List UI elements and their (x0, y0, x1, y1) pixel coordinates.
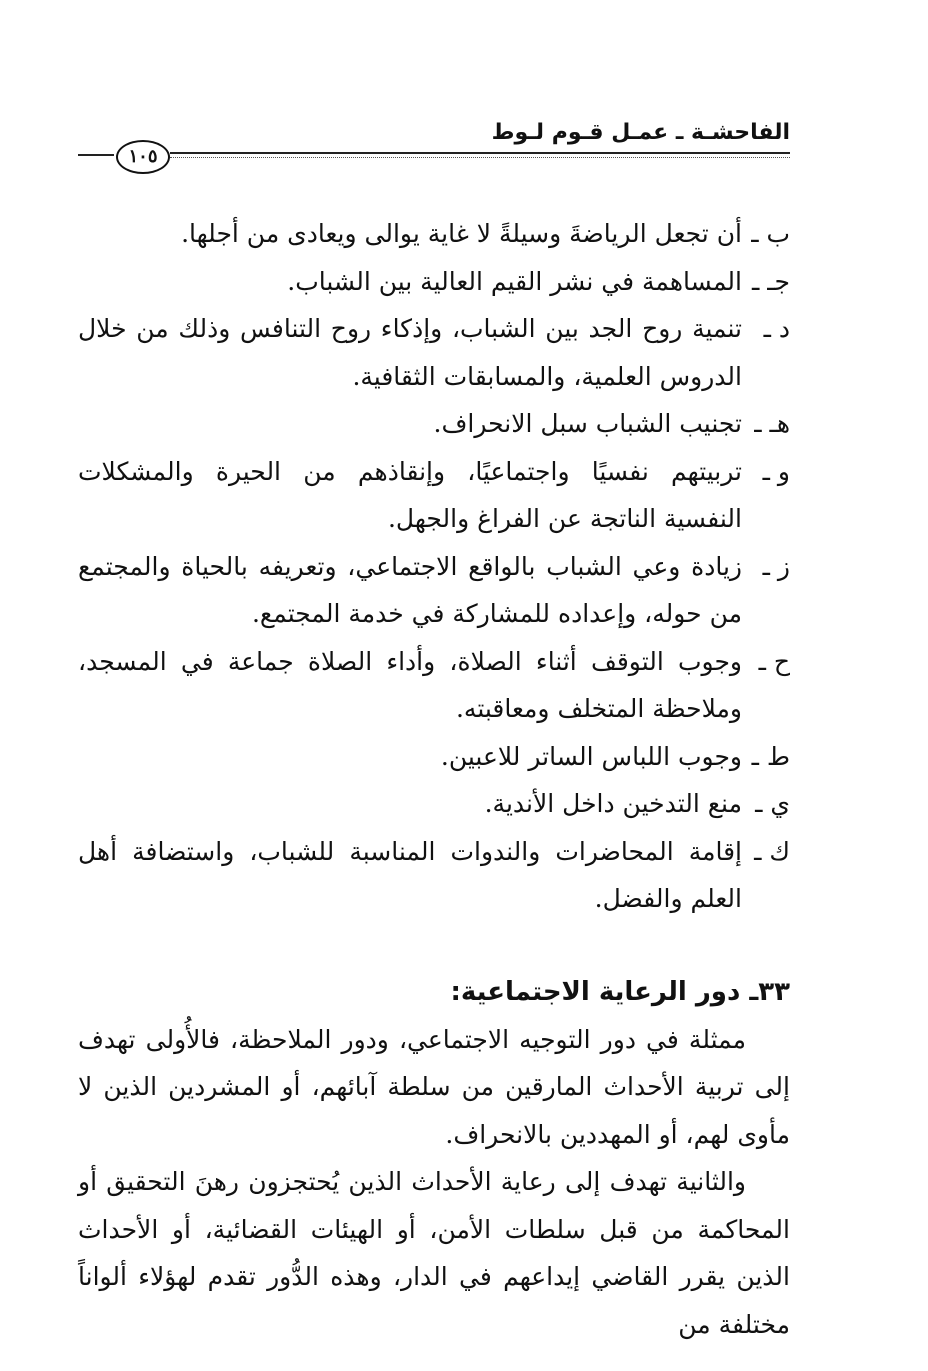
list-item (78, 780, 790, 828)
item-text: إقامة المحاضرات والندوات المناسبة للشباب، واستضافة أهل العلم والفضل. (78, 836, 742, 913)
list-item (78, 258, 790, 306)
item-text: زيادة وعي الشباب بالواقع الاجتماعي، وتعريفه بالحياة والمجتمع من حوله، وإعداده للمشاركة في خدمة المجتمع. (78, 551, 742, 628)
page-body (78, 210, 790, 1348)
running-title: الفاحشـة ـ عمـل قـوم لـوط (491, 120, 790, 145)
item-marker: جـ ـ (751, 266, 790, 296)
item-marker: د ـ (763, 314, 790, 343)
list-item (78, 210, 790, 258)
item-marker: ب ـ (751, 219, 790, 248)
item-text: تنمية روح الجد بين الشباب، وإذكاء روح التنافس وذلك من خلال الدروس العلمية، والمسابقات الثقافية. (78, 314, 742, 391)
list-item (78, 305, 790, 400)
item-marker: ز ـ (762, 551, 790, 581)
page-header (78, 118, 790, 178)
item-marker: ح ـ (758, 646, 790, 676)
list-item (78, 733, 790, 781)
item-text: منع التدخين داخل الأندية. (484, 789, 742, 818)
item-marker: ي ـ (755, 789, 790, 818)
item-marker: هـ ـ (754, 409, 790, 438)
item-marker: ك ـ (754, 836, 790, 866)
list-item (78, 543, 790, 638)
header-dotted-rule (170, 157, 790, 158)
item-marker: ط ـ (751, 741, 790, 771)
item-text: المساهمة في نشر القيم العالية بين الشباب. (287, 266, 742, 296)
recommendations-list (78, 210, 790, 923)
section-paragraph: والثانية تهدف إلى رعاية الأحداث الذين يُحتجزون رهنَ التحقيق أو المحاكمة من قبل سلطات الأمن، أو الهيئات القضائية، أو الأحداث الذين يقرر القاضي إيداعهم في الدار، وهذه الدُّور تقدم لهؤلاء ألواناً مختلفة من (78, 1167, 790, 1339)
item-text: أن تجعل الرياضةَ وسيلةً لا غاية يوالى ويعادى من أجلها. (181, 219, 742, 248)
list-item (78, 828, 790, 923)
list-item (78, 638, 790, 733)
item-text: تربيتهم نفسيًا واجتماعيًا، وإنقاذهم من الحيرة والمشكلات النفسية الناتجة عن الفراغ والجهل. (78, 456, 742, 533)
section-heading: ٣٣ـ دور الرعاية الاجتماعية: (450, 976, 790, 1007)
list-item (78, 400, 790, 448)
header-rule (170, 152, 790, 154)
item-text: وجوب التوقف أثناء الصلاة، وأداء الصلاة جماعة في المسجد، وملاحظة المتخلف ومعاقبته. (78, 646, 742, 723)
item-text: تجنيب الشباب سبل الانحراف. (433, 409, 742, 438)
header-left-rule (78, 154, 114, 156)
list-item (78, 448, 790, 543)
item-text: وجوب اللباس الساتر للاعبين. (440, 741, 742, 771)
item-marker: و ـ (762, 456, 790, 486)
section-paragraph: ممثلة في دور التوجيه الاجتماعي، ودور الملاحظة، فالأُولى تهدف إلى تربية الأحداث المارقين من سلطة آبائهم، أو المشردين الذين لا مأوى لهم، أو المهددين بالانحراف. (78, 1024, 791, 1149)
page-number: ١٠٥ (116, 140, 170, 174)
